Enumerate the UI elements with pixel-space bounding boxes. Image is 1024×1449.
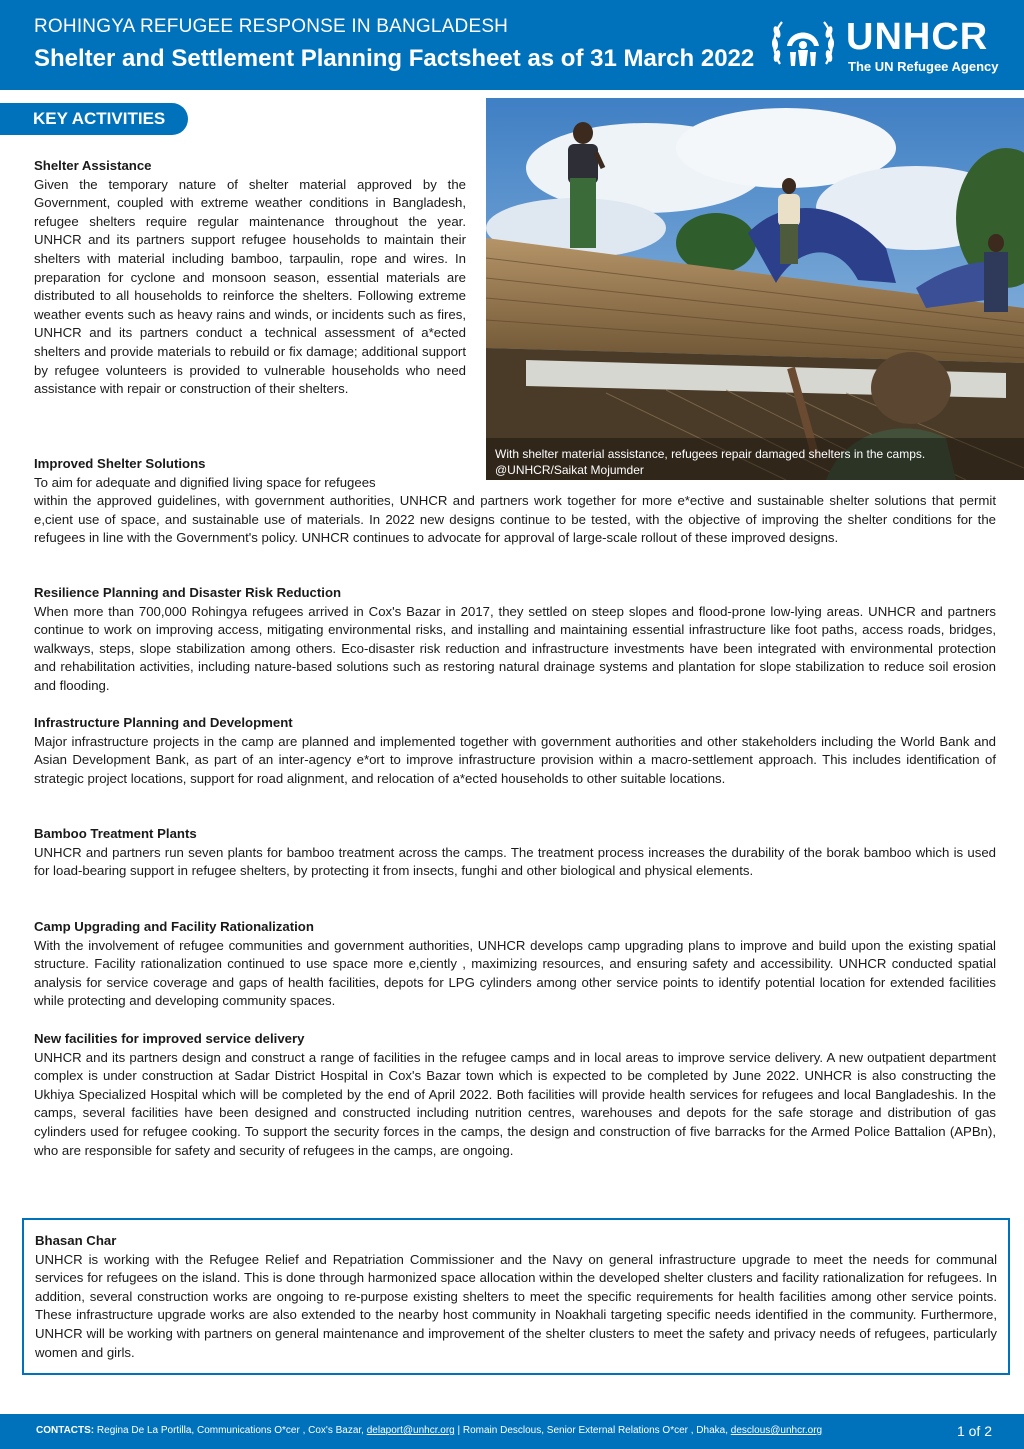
section-resilience-planning [34,584,996,696]
section-body: UNHCR is working with the Refugee Relief and Repatriation Commissioner and the Navy on general infrastructure upgrade to meet the needs for communal services for refugees on the island. This is done through harmonized space allocation within the developed shelter clusters and facility rationalization for refugees. In addition, several construction works are ongoing to re-purpose existing shelters to meet the specific requirements for health facilities among other service points. These infrastructure upgrade works are also extended to the nearby host community in Noakhali targeting specific needs identified in the community. Furthermore, UNHCR will be working with partners on general maintenance and improvement of the shelter clusters to meet the safety and privacy needs of refugees, particularly women and girls. [35,1251,997,1360]
header-subtitle: ROHINGYA REFUGEE RESPONSE IN BANGLADESH [34,16,509,37]
photo-caption: With shelter material assistance, refugees repair damaged shelters in the camps. @UNHCR/Saikat Mojumder [495,447,926,477]
section-heading: Bamboo Treatment Plants [34,826,197,841]
section-camp-upgrading [34,918,996,1011]
section-body: Given the temporary nature of shelter material approved by the Government, coupled with extreme weather conditions in Bangladesh, refugee shelters require regular maintenance throughout the year. UNHCR and its partners support refugee households to maintain their shelters with material including bamboo, tarpaulin, rope and wires. In preparation for cyclone and monsoon season, essential materials are distributed to all households to reinforce the shelters. Following extreme weather events such as heavy rains and winds, or incidents such as fires, UNHCR and its partners conduct a technical assessment of a*ected shelters and provide materials to rebuild or fix damage; additional support by refugee volunteers is provided to vulnerable households who need assistance with repair or construction of their shelters. [34,176,466,397]
section-improved-shelter [34,455,996,548]
header-banner [0,0,1024,90]
section-new-facilities [34,1030,996,1160]
section-heading: Infrastructure Planning and Development [34,715,293,730]
section-body: UNHCR and its partners design and construct a range of facilities in the refugee camps and in local areas to improve service delivery. A new outpatient department complex is under construction at Sadar District Hospital in Cox's Bazar town which is expected to be completed by June 2022. UNHCR is also constructing the Ukhiya Specialized Hospital which will be completed by the end of April 2022. Both facilities will provide health services for refugees and local Bangladeshis. In the camps, several facilities have been designed and constructed including nutrition centres, warehouses and depots for the safe storage and distribution of gas cylinders used for refugee cooking. To support the security forces in the camps, the design and construction of five barracks for the Armed Police Battalion (APBn), who are responsible for safety and security of refugees in the camps, are ongoing. [34,1049,996,1158]
contact-1-email-link[interactable]: delaport@unhcr.org [366,1425,455,1436]
key-activities-label: KEY ACTIVITIES [0,103,188,135]
section-shelter-assistance [34,157,466,399]
section-body: Major infrastructure projects in the camp are planned and implemented together with government authorities and other stakeholders including the World Bank and Asian Development Bank, as part of an inter-agency e*ort to improve infrastructure provision within a macro-settlement approach. This includes identification of strategic project locations, support for road alignment, and relocation of a*ected households to other suitable locations. [34,733,996,786]
footer-contacts [36,1425,822,1436]
section-body: With the involvement of refugee communities and government authorities, UNHCR develops camp upgrading plans to improve and build upon the existing spatial structure. Facility rationalization continued to use space more e,ciently , maximizing resources, and ensuring safety and accessibility. UNHCR conducted spatial analysis for service coverage and gaps of health facilities, depots for LPG cylinders among other service points to identify potential location for extended facilities while protecting and developing community spaces. [34,937,996,1009]
logo-wordmark: UNHCR [846,16,989,58]
unhcr-emblem-icon [768,12,838,78]
contact-2-text: | Romain Desclous, Senior External Relations O*cer , Dhaka, [457,1425,728,1436]
section-body-first-line: To aim for adequate and dignified living space for refugees [34,474,376,490]
section-heading: Bhasan Char [35,1233,117,1248]
unhcr-logo [768,12,1018,80]
footer-bar [0,1414,1024,1449]
section-body: within the approved guidelines, with government authorities, UNHCR and partners work together for more e*ective and sustainable shelter solutions that permit e,cient use of space, and sustainable use of materials. In 2022 new designs continue to be tested, with the objective of improving the shelter conditions for the refugees in line with the Government's policy. UNHCR continues to advocate for approval of large-scale rollout of these improved designs. [34,493,996,546]
page-title: Shelter and Settlement Planning Factsheet as of 31 March 2022 [34,45,755,72]
section-heading: New facilities for improved service delivery [34,1031,305,1046]
contact-1-text: Regina De La Portilla, Communications O*cer , Cox's Bazar, [96,1425,364,1436]
section-heading: Improved Shelter Solutions [34,456,206,471]
section-body: UNHCR and partners run seven plants for bamboo treatment across the camps. The treatment process increases the durability of the borak bamboo which is used for load-bearing support in refugee shelters, by protecting it from insects, funghi and other biological and physical elements. [34,844,996,879]
photo-illustration [486,98,1024,480]
section-heading: Shelter Assistance [34,158,152,173]
contacts-label: CONTACTS: [36,1425,95,1436]
shelter-repair-photo [486,98,1024,480]
section-heading: Camp Upgrading and Facility Rationalization [34,919,314,934]
section-bamboo-treatment [34,825,996,881]
page-number: 1 of 2 [956,1423,992,1439]
section-body: When more than 700,000 Rohingya refugees arrived in Cox's Bazar in 2017, they settled on steep slopes and flood-prone low-lying areas. UNHCR and partners continue to work on improving access, mitigating environmental risks, and installing and maintaining essential infrastructure like foot paths, access roads, bridges, walkways, steps, slope stabilization among others. Eco-disaster risk reduction and infrastructure investments have been integrated with environmental protection and rehabilitation activities, including nature-based solutions such as restoring natural drainage systems and plantation for slope stabilization to reduce soil erosion and flooding. [34,603,996,693]
contact-2-email-link[interactable]: desclous@unhcr.org [730,1425,823,1436]
bhasan-char-box [22,1218,1010,1375]
section-infrastructure-planning [34,714,996,788]
logo-tagline: The UN Refugee Agency [848,59,999,74]
section-heading: Resilience Planning and Disaster Risk Reduction [34,585,342,600]
